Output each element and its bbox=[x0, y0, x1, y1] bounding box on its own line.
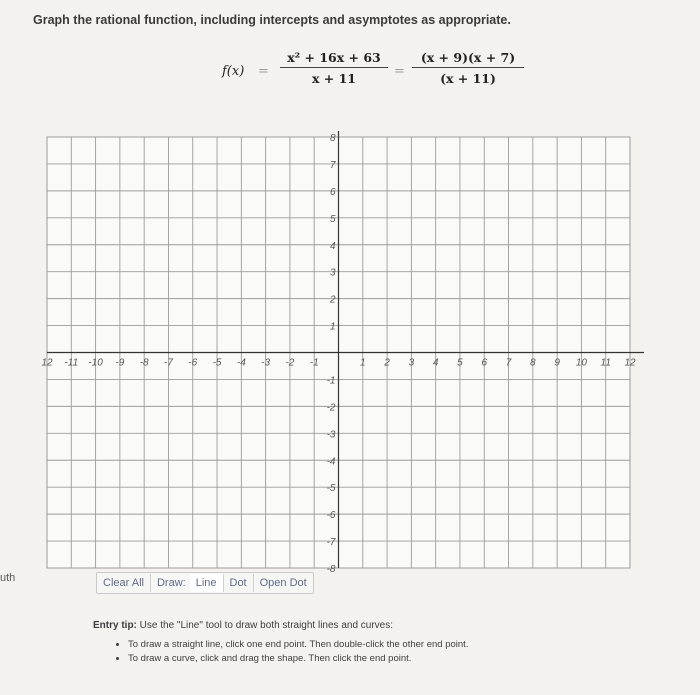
x-tick-label: -4 bbox=[236, 357, 246, 369]
x-tick-label: 1 bbox=[360, 357, 366, 369]
entry-tip-item: • To draw a curve, click and drag the shape. Then click the end point. bbox=[128, 652, 468, 666]
x-tick-label: -10 bbox=[88, 357, 103, 369]
y-tick-label: -6 bbox=[326, 510, 336, 522]
y-tick-label: -4 bbox=[326, 456, 336, 468]
y-tick-label: 7 bbox=[329, 159, 336, 171]
y-tick-label: -2 bbox=[326, 402, 336, 414]
x-tick-label: 12 bbox=[624, 357, 636, 369]
y-tick-label: -7 bbox=[326, 537, 336, 549]
y-tick-label: -3 bbox=[326, 429, 336, 441]
y-tick-label: 6 bbox=[329, 186, 336, 198]
x-tick-label: 12 bbox=[41, 357, 53, 369]
clear-all-button[interactable]: Clear All bbox=[97, 574, 151, 592]
line-tool-button[interactable]: Line bbox=[190, 574, 224, 592]
open-dot-tool-button[interactable]: Open Dot bbox=[254, 574, 313, 592]
factored-numerator: (x + 9)(x + 7) bbox=[412, 50, 524, 68]
factored-denominator: (x + 11) bbox=[440, 71, 496, 86]
y-tick-label: 4 bbox=[329, 240, 336, 252]
y-tick-label: 3 bbox=[329, 267, 336, 279]
question-prompt: Graph the rational function, including intercepts and asymptotes as appropriate. bbox=[33, 13, 511, 27]
entry-tip bbox=[93, 620, 393, 631]
entry-tip-text: Use the "Line" tool to draw both straight lines and curves: bbox=[139, 620, 394, 631]
y-tick-label: -1 bbox=[326, 375, 336, 387]
y-tick-label: -8 bbox=[326, 564, 336, 575]
y-tick-label: 1 bbox=[329, 321, 336, 333]
x-tick-label: -11 bbox=[64, 357, 79, 369]
x-tick-label: 3 bbox=[408, 357, 415, 369]
drawing-toolbar bbox=[96, 572, 314, 594]
x-tick-label: -8 bbox=[139, 357, 149, 369]
x-tick-label: 6 bbox=[481, 357, 488, 369]
x-tick-label: -5 bbox=[212, 357, 222, 369]
expanded-denominator: x + 11 bbox=[311, 71, 357, 86]
side-label: uth bbox=[0, 572, 16, 584]
entry-tip-list bbox=[113, 638, 468, 666]
x-tick-label: 11 bbox=[600, 357, 611, 369]
equals-sign-2: = bbox=[394, 64, 405, 79]
entry-tip-item: • To draw a straight line, click one end point. Then double-click the other end point. bbox=[128, 638, 468, 652]
x-tick-label: 2 bbox=[384, 357, 390, 369]
function-name: f(x) bbox=[222, 64, 245, 79]
y-tick-label: 8 bbox=[329, 133, 336, 144]
y-tick-label: 2 bbox=[329, 294, 336, 306]
x-tick-label: 7 bbox=[505, 357, 512, 369]
x-tick-label: -7 bbox=[164, 357, 173, 369]
draw-label: Draw: bbox=[156, 577, 186, 589]
x-tick-label: 8 bbox=[530, 357, 536, 369]
entry-tip-title: Entry tip: bbox=[93, 620, 137, 631]
y-tick-label: 5 bbox=[329, 213, 336, 225]
y-tick-label: -5 bbox=[326, 483, 336, 495]
x-tick-label: -9 bbox=[115, 357, 125, 369]
x-tick-label: -2 bbox=[285, 357, 295, 369]
expanded-numerator: x² + 16x + 63 bbox=[280, 50, 388, 68]
x-tick-label: 4 bbox=[432, 357, 439, 369]
dot-tool-button[interactable]: Dot bbox=[224, 574, 254, 592]
x-tick-label: 5 bbox=[457, 357, 463, 369]
x-tick-label: -1 bbox=[309, 357, 319, 369]
x-tick-label: -6 bbox=[188, 357, 198, 369]
equals-sign: = bbox=[258, 64, 269, 79]
x-tick-label: 10 bbox=[575, 357, 587, 369]
x-tick-label: 9 bbox=[554, 357, 560, 369]
x-tick-label: -3 bbox=[261, 357, 271, 369]
